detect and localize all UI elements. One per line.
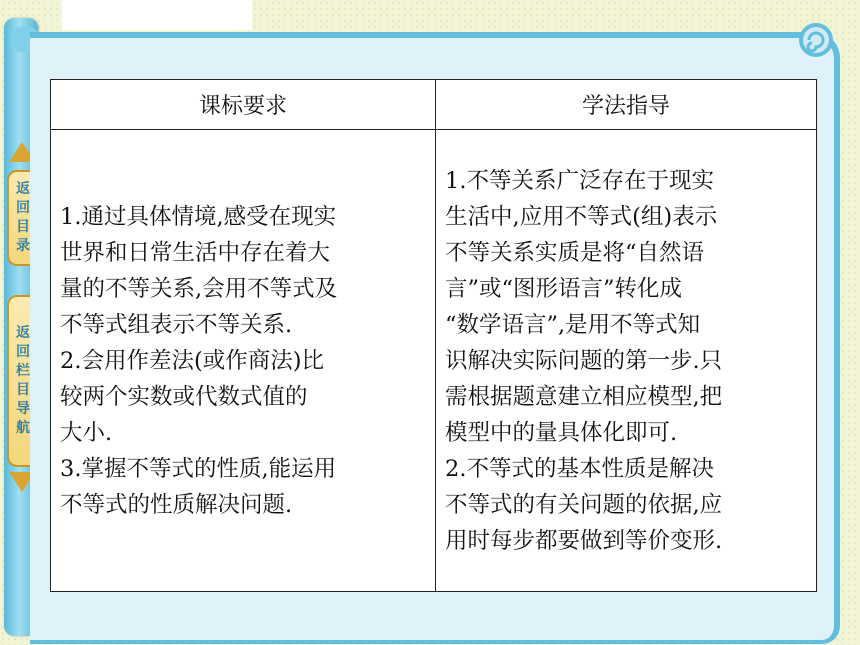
guidance-line: 生活中,应用不等式(组)表示: [445, 203, 718, 230]
header-blank-area: [62, 0, 252, 30]
requirements-line: 不等式组表示不等关系.: [60, 311, 293, 338]
back-to-contents-char: 目: [16, 219, 30, 235]
requirements-line: 3.掌握不等式的性质,能运用: [60, 455, 337, 482]
guidance-line: 不等式的有关问题的依据,应: [445, 491, 723, 518]
guidance-cell: [436, 130, 817, 592]
back-to-contents-char: 返: [16, 181, 30, 197]
guidance-line: 识解决实际问题的第一步.只: [445, 347, 723, 374]
back-to-column-nav-char: 导: [16, 401, 30, 417]
header-curriculum-requirements: 课标要求: [51, 80, 436, 130]
requirements-line: 世界和日常生活中存在着大: [60, 239, 331, 266]
header-study-method-guidance: 学法指导: [436, 80, 817, 130]
guidance-line: 2.不等式的基本性质是解决: [445, 455, 714, 482]
requirements-line: 大小.: [60, 419, 113, 446]
guidance-line: 需根据题意建立相应模型,把: [445, 383, 723, 410]
guidance-line: 用时每步都要做到等价变形.: [445, 527, 723, 554]
guidance-line: “数学语言”,是用不等式知: [445, 311, 701, 338]
requirements-table: [50, 79, 817, 592]
back-to-column-nav-char: 航: [16, 420, 30, 436]
requirements-cell: [51, 130, 436, 592]
guidance-line: 不等关系实质是将“自然语: [445, 239, 705, 266]
guidance-line: 模型中的量具体化即可.: [445, 419, 678, 446]
requirements-line: 不等式的性质解决问题.: [60, 491, 293, 518]
back-to-contents-char: 回: [16, 200, 30, 216]
requirements-line: 量的不等关系,会用不等式及: [60, 275, 338, 302]
requirements-line: 1.通过具体情境,感受在现实: [60, 203, 337, 230]
requirements-line: 较两个实数或代数式值的: [60, 383, 308, 410]
back-to-contents-char: 录: [16, 238, 30, 254]
guidance-line: 言”或“图形语言”转化成: [445, 275, 683, 302]
swirl-ornament-icon: [798, 22, 834, 58]
table-row: [51, 130, 817, 592]
back-to-column-nav-char: 返: [16, 325, 30, 341]
back-to-column-nav-char: 栏: [16, 363, 30, 379]
table-header-row: [51, 80, 817, 130]
back-to-column-nav-char: 目: [16, 382, 30, 398]
back-to-column-nav-char: 回: [16, 344, 30, 360]
guidance-line: 1.不等关系广泛存在于现实: [445, 167, 714, 194]
requirements-line: 2.会用作差法(或作商法)比: [60, 347, 325, 374]
